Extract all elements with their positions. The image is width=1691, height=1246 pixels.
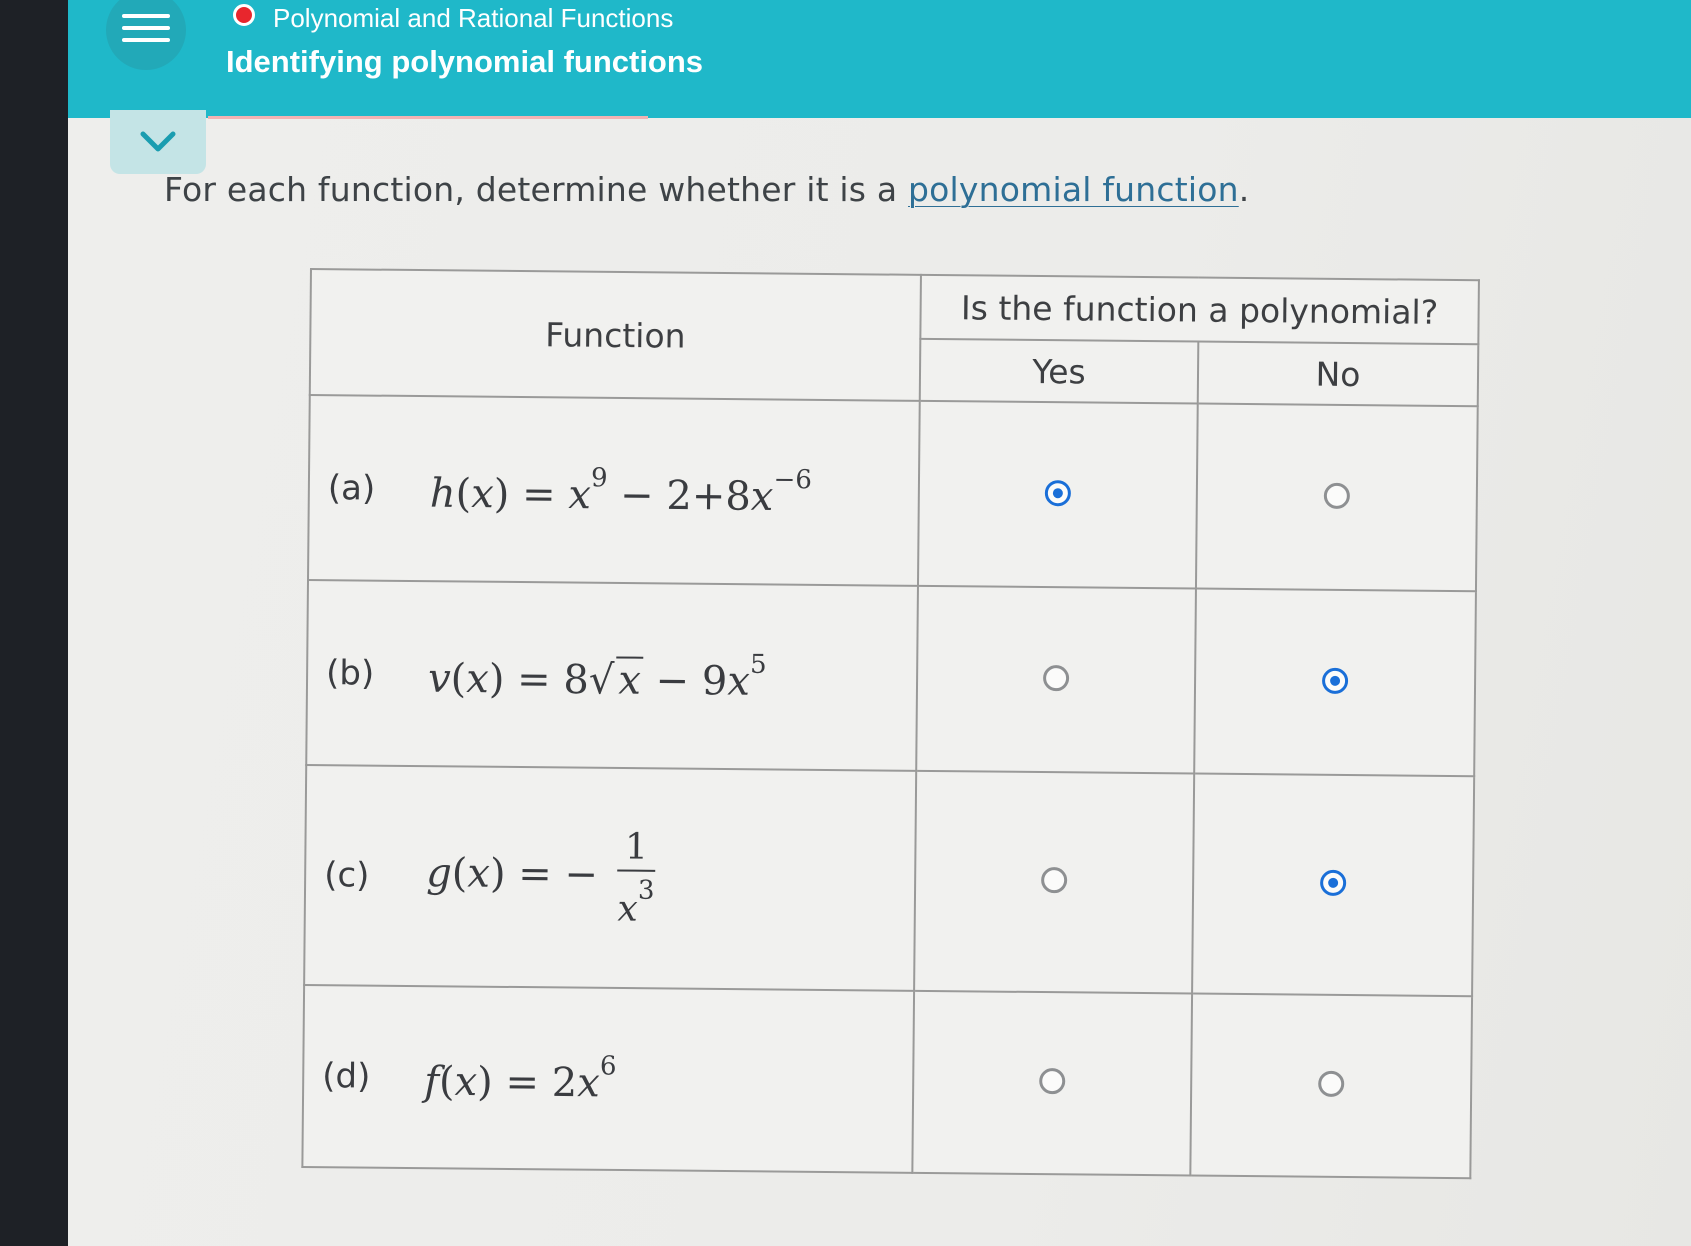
row-label: (a) — [327, 467, 376, 509]
no-cell-d — [1190, 994, 1472, 1179]
fraction-numerator: 1 — [617, 826, 656, 871]
fn-name: g — [425, 850, 453, 897]
fn-exponent: 3 — [637, 875, 655, 906]
fn-var: x — [470, 470, 494, 517]
fn-name: v — [427, 655, 451, 702]
fn-var: x — [466, 655, 490, 702]
fn-coefficient: 9 — [701, 657, 728, 705]
fn-exponent: −6 — [773, 464, 813, 495]
collapse-button[interactable] — [110, 110, 206, 174]
row-label: (d) — [322, 1056, 371, 1097]
fn-term: x — [568, 471, 592, 518]
column-header-no: No — [1198, 342, 1479, 407]
radio-yes-c[interactable] — [1041, 867, 1067, 893]
radio-no-b[interactable] — [1322, 667, 1348, 693]
row-label: (b) — [325, 652, 375, 694]
radio-yes-a[interactable] — [1045, 480, 1071, 506]
fraction — [616, 826, 656, 929]
fn-term: x — [727, 658, 751, 705]
column-header-question: Is the function a polynomial? — [920, 275, 1479, 344]
fraction-denominator — [616, 871, 655, 929]
radio-no-c[interactable] — [1320, 870, 1346, 896]
no-cell-a — [1196, 404, 1478, 592]
fn-coefficient: 2 — [551, 1059, 578, 1107]
yes-cell-d — [912, 991, 1192, 1176]
radio-no-a[interactable] — [1324, 482, 1350, 508]
fn-constant: 2+8 — [666, 472, 752, 520]
yes-cell-b — [916, 586, 1196, 774]
function-cell-b — [306, 580, 918, 771]
fn-name: h — [429, 470, 456, 517]
column-header-function: Function — [310, 269, 921, 401]
fn-var: x — [467, 850, 491, 897]
topic-label[interactable]: Polynomial and Rational Functions — [273, 3, 674, 33]
fn-exponent: 9 — [590, 462, 608, 493]
header-bar — [68, 0, 1691, 118]
fn-name: f — [423, 1058, 440, 1105]
function-expression-c: g(x) = − $\frac{1}{x^3}$ — [425, 826, 655, 930]
no-cell-c — [1192, 774, 1474, 997]
instruction-prefix: For each function, determine whether it is a — [164, 170, 908, 209]
fn-var: x — [454, 1058, 478, 1106]
table-row — [306, 580, 1476, 776]
fn-term: x — [576, 1060, 600, 1107]
no-cell-b — [1194, 589, 1476, 777]
table-row — [302, 985, 1472, 1178]
page-title: Identifying polynomial functions — [226, 44, 704, 79]
instruction-text — [164, 170, 1249, 209]
column-header-yes: Yes — [920, 339, 1199, 404]
function-expression-d: $f(x) = 2x^6$ — [423, 1051, 617, 1107]
fn-term: x — [617, 888, 638, 930]
answer-table — [301, 268, 1480, 1179]
function-cell-a — [308, 395, 920, 586]
instruction-suffix: . — [1238, 170, 1250, 209]
yes-cell-a — [918, 401, 1198, 589]
fn-exponent: 5 — [749, 649, 767, 680]
fn-radicand: x — [618, 656, 642, 704]
row-label: (c) — [323, 855, 370, 896]
function-cell-c — [304, 765, 916, 991]
screen — [68, 0, 1691, 1246]
fn-exponent: 6 — [599, 1051, 617, 1082]
sqrt-icon: √ — [588, 656, 615, 703]
yes-cell-c — [914, 771, 1194, 994]
header-progress-underline — [208, 116, 648, 119]
table-row — [304, 765, 1474, 996]
topic-status-dot-icon — [233, 4, 255, 26]
table-row — [308, 395, 1478, 591]
menu-button[interactable] — [106, 0, 186, 70]
radio-no-d[interactable] — [1318, 1071, 1344, 1097]
function-expression-a: $h(x) = x^9 - 2+8x^{-6}$ — [429, 462, 813, 520]
chevron-down-icon — [140, 130, 176, 154]
radio-yes-d[interactable] — [1039, 1068, 1065, 1094]
radio-yes-b[interactable] — [1043, 665, 1069, 691]
function-expression-b: $v(x) = 8√x - 9x^5$ — [427, 649, 767, 705]
polynomial-function-link[interactable]: polynomial function — [908, 170, 1239, 209]
fn-coefficient: 8 — [563, 656, 590, 703]
function-cell-d — [302, 985, 914, 1173]
fn-term: x — [750, 473, 774, 520]
